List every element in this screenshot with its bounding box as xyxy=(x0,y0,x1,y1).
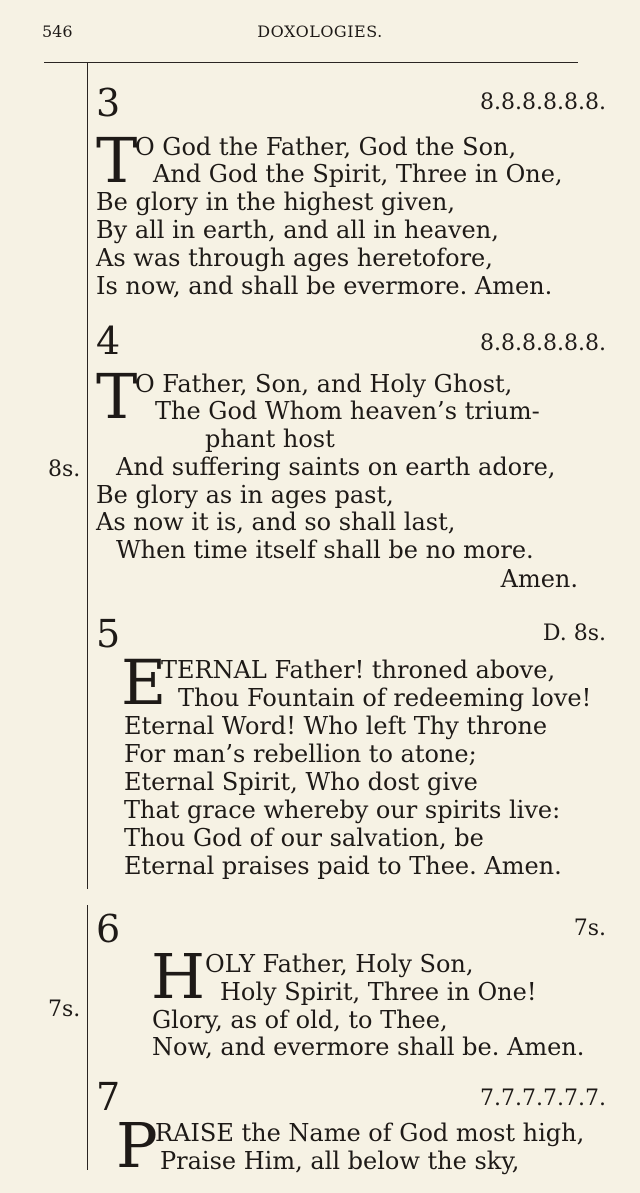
verse-line: RAISE the Name of God most high, xyxy=(155,1119,585,1147)
verse-line: O God the Father, God the Son, xyxy=(135,133,517,161)
verse-line: Now, and evermore shall be. Amen. xyxy=(152,1033,585,1061)
verse-line: TERNAL Father! throned above, xyxy=(161,656,556,684)
verse-line: For man’s rebellion to atone; xyxy=(124,740,477,768)
verse-line: As was through ages heretofore, xyxy=(96,244,493,272)
verse-line: Holy Spirit, Three in One! xyxy=(220,978,537,1006)
meter: 7s. xyxy=(573,916,606,941)
drop-cap: P xyxy=(116,1109,158,1182)
doxology-number: 7 xyxy=(96,1075,121,1119)
doxology-number: 6 xyxy=(96,907,121,951)
verse-line: By all in earth, and all in heaven, xyxy=(96,216,499,244)
meter: 8.8.8.8.8.8. xyxy=(480,90,606,115)
drop-cap: H xyxy=(151,940,206,1013)
doxology-number: 3 xyxy=(96,81,121,125)
verse-line: Eternal Spirit, Who dost give xyxy=(124,768,478,796)
verse-line: Eternal Word! Who left Thy throne xyxy=(124,712,548,740)
doxology-number: 5 xyxy=(96,612,121,656)
meter: 7.7.7.7.7.7. xyxy=(480,1086,606,1111)
verse-line: Be glory in the highest given, xyxy=(96,188,455,216)
meter: 8.8.8.8.8.8. xyxy=(480,331,606,356)
drop-cap: E xyxy=(121,646,167,719)
verse-line: Is now, and shall be evermore. Amen. xyxy=(96,272,553,300)
drop-cap: T xyxy=(96,360,138,433)
meter: D. 8s. xyxy=(542,621,606,646)
verse-line: And suffering saints on earth adore, xyxy=(116,453,556,481)
margin-note: 7s. xyxy=(48,997,81,1022)
verse-line: The God Whom heaven’s trium- xyxy=(155,397,540,425)
verse-line: As now it is, and so shall last, xyxy=(96,508,456,536)
amen: Amen. xyxy=(500,565,578,593)
page-number: 546 xyxy=(42,22,73,41)
verse-line: O Father, Son, and Holy Ghost, xyxy=(135,370,513,398)
margin-note: 8s. xyxy=(48,457,81,482)
running-head: DOXOLOGIES. xyxy=(257,22,383,41)
verse-line: Eternal praises paid to Thee. Amen. xyxy=(124,852,562,880)
verse-line: Praise Him, all below the sky, xyxy=(160,1147,520,1175)
verse-line: When time itself shall be no more. xyxy=(116,536,534,564)
column-rule xyxy=(87,905,88,1170)
column-rule xyxy=(87,63,88,889)
verse-line: phant host xyxy=(205,425,335,453)
verse-line: And God the Spirit, Three in One, xyxy=(153,160,563,188)
doxology-number: 4 xyxy=(96,319,121,363)
drop-cap: T xyxy=(96,124,138,197)
verse-line: Be glory as in ages past, xyxy=(96,481,394,509)
verse-line: Thou Fountain of redeeming love! xyxy=(178,684,592,712)
verse-line: OLY Father, Holy Son, xyxy=(205,950,474,978)
verse-line: That grace whereby our spirits live: xyxy=(124,796,561,824)
top-rule xyxy=(44,62,578,63)
verse-line: Glory, as of old, to Thee, xyxy=(152,1006,448,1034)
verse-line: Thou God of our salvation, be xyxy=(124,824,484,852)
